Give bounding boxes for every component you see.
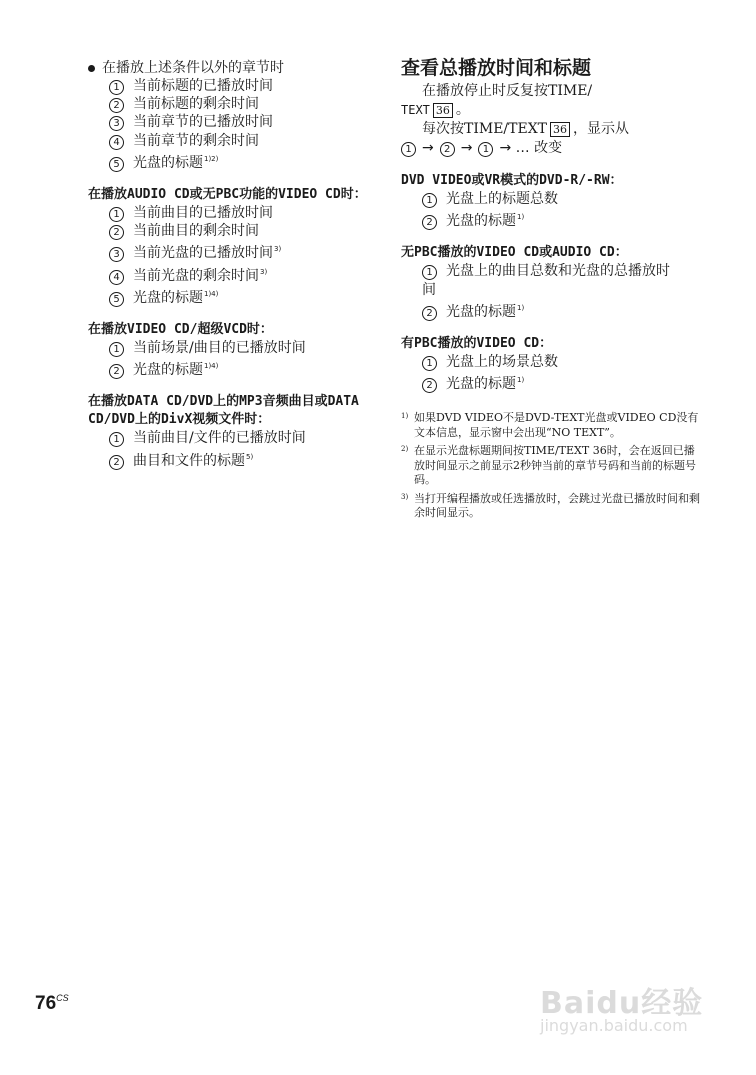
list-item <box>88 263 378 285</box>
item-text: 光盘的标题 <box>446 376 516 393</box>
list-item <box>401 299 670 321</box>
section-heading: 在播放VIDEO CD/超级VCD时： <box>88 322 273 338</box>
right-sections <box>401 172 701 393</box>
section-title: 查看总播放时间和标题 <box>401 57 592 79</box>
bullet-dot <box>88 65 95 72</box>
instruction-line-3: 每次按TIME/TEXT 36 ，显示从 <box>422 121 630 137</box>
page-number: $76^{CS}$ <box>35 993 69 1014</box>
button-number-box: 36 <box>550 122 570 137</box>
circled-number: 2 <box>422 215 437 230</box>
instruction-line-2: TEXT 36 。 <box>401 102 470 118</box>
section-heading: 有PBC播放的VIDEO CD： <box>401 336 553 352</box>
list-item <box>88 150 378 172</box>
circled-number: 2 <box>109 364 124 379</box>
footnote-ref: 1) <box>517 213 525 222</box>
footnote <box>401 411 701 440</box>
circled-number: 2 <box>422 378 437 393</box>
list-item <box>88 204 378 222</box>
list-item <box>88 132 378 150</box>
item-text: 当前章节的剩余时间 <box>133 132 259 149</box>
footnote-text: 当打开编程播放或任选播放时，会跳过光盘已播放时间和剩余时间显示。 <box>414 491 700 520</box>
watermark-url: jingyan.baidu.com <box>540 1016 688 1035</box>
footnote-ref: 3) <box>274 245 282 254</box>
watermark-logo: Baidu经验 <box>540 986 704 1021</box>
circled-number: 5 <box>109 157 124 172</box>
item-text: 当前光盘的已播放时间 <box>133 245 273 262</box>
circled-number: 2 <box>440 142 455 157</box>
sequence-line: 1 → 2 → 1 → … 改变 <box>401 139 701 158</box>
baidu-watermark <box>540 960 740 1050</box>
footnotes <box>401 411 701 521</box>
button-number-box: 36 <box>433 103 453 118</box>
circled-number: 1 <box>422 265 437 280</box>
circled-number: 1 <box>109 80 124 95</box>
list-item <box>88 113 378 131</box>
item-text: 曲目和文件的标题 <box>133 452 245 469</box>
footnote-ref: 1)4) <box>204 289 219 298</box>
circled-number: 4 <box>109 270 124 285</box>
list-item <box>88 77 378 95</box>
circled-number: 3 <box>109 116 124 131</box>
footnote-ref: 5) <box>246 452 254 461</box>
item-text: 当前标题的剩余时间 <box>133 96 259 113</box>
footnote-ref: 3) <box>260 267 268 276</box>
circled-number: 4 <box>109 135 124 150</box>
circled-number: 5 <box>109 292 124 307</box>
list-item <box>88 429 378 447</box>
item-text: 光盘上的曲目总数和光盘的总播放时间 <box>422 263 670 298</box>
footnote <box>401 492 701 521</box>
footnote-mark: 2) <box>401 445 409 454</box>
list-item <box>88 285 378 307</box>
footnote-ref: 1)2) <box>204 154 219 163</box>
item-text: 当前光盘的剩余时间 <box>133 267 259 284</box>
circled-number: 1 <box>422 193 437 208</box>
bullet-item-list <box>88 77 378 172</box>
item-text: 当前章节的已播放时间 <box>133 114 273 131</box>
circled-number: 3 <box>109 247 124 262</box>
item-text: 光盘的标题 <box>446 303 516 320</box>
item-text: 当前标题的已播放时间 <box>133 78 273 94</box>
bullet-heading: 在播放上述条件以外的章节时 <box>88 59 378 77</box>
item-text: 光盘的标题 <box>446 213 516 230</box>
right-column <box>401 56 701 521</box>
item-text: 光盘上的标题总数 <box>446 191 558 207</box>
list-item <box>401 262 670 298</box>
list-item <box>401 190 670 208</box>
circled-number: 1 <box>109 207 124 222</box>
section-heading: DVD VIDEO或VR模式的DVD-R/-RW： <box>401 173 623 188</box>
circled-number: 2 <box>109 225 124 240</box>
circled-number: 2 <box>109 455 124 470</box>
list-item <box>88 95 378 113</box>
circled-number: 1 <box>109 342 124 357</box>
item-text: 光盘的标题 <box>133 154 203 171</box>
footnote-text: 如果DVD VIDEO不是DVD-TEXT光盘或VIDEO CD没有文本信息，显示窗中会出现“NO TEXT”。 <box>414 411 699 439</box>
item-text: 当前曲目/文件的已播放时间 <box>133 430 306 447</box>
footnote <box>401 444 701 488</box>
circled-number: 1 <box>109 432 124 447</box>
item-text: 光盘的标题 <box>133 362 203 379</box>
footnote-ref: 1) <box>517 303 525 312</box>
list-item <box>88 222 378 240</box>
list-item <box>401 208 670 230</box>
item-text: 当前场景/曲目的已播放时间 <box>133 340 306 357</box>
section-heading: 在播放DATA CD/DVD上的MP3音频曲目或DATA CD/DVD上的DivX视频文件时： <box>88 394 359 428</box>
footnote-mark: 1) <box>401 412 409 421</box>
list-item <box>88 448 378 470</box>
footnote-mark: 3) <box>401 492 409 501</box>
footnote-ref: 1) <box>517 376 525 385</box>
list-item <box>88 357 378 379</box>
footnote-text: 在显示光盘标题期间按TIME/TEXT 36时，会在返回已播放时间显示之前显示2秒钟当前的章节号码和当前的标题号码。 <box>414 444 696 487</box>
circled-number: 2 <box>109 98 124 113</box>
list-item <box>401 371 670 393</box>
left-sections <box>88 186 378 470</box>
item-text: 当前曲目的剩余时间 <box>133 223 259 240</box>
instruction-line-1: 在播放停止时反复按TIME/ <box>422 83 593 99</box>
section-heading: 在播放AUDIO CD或无PBC功能的VIDEO CD时： <box>88 187 367 203</box>
list-item <box>88 339 378 357</box>
item-text: 当前曲目的已播放时间 <box>133 205 273 222</box>
item-text: 光盘上的场景总数 <box>446 354 558 371</box>
circled-number: 2 <box>422 306 437 321</box>
list-item <box>401 353 670 371</box>
circled-number: 1 <box>422 356 437 371</box>
circled-number: 1 <box>401 142 416 157</box>
section-heading: 无PBC播放的VIDEO CD或AUDIO CD： <box>401 245 628 261</box>
left-column <box>88 56 378 470</box>
list-item <box>88 240 378 262</box>
circled-number: 1 <box>478 142 493 157</box>
footnote-ref: 1)4) <box>204 362 219 371</box>
item-text: 光盘的标题 <box>133 289 203 306</box>
